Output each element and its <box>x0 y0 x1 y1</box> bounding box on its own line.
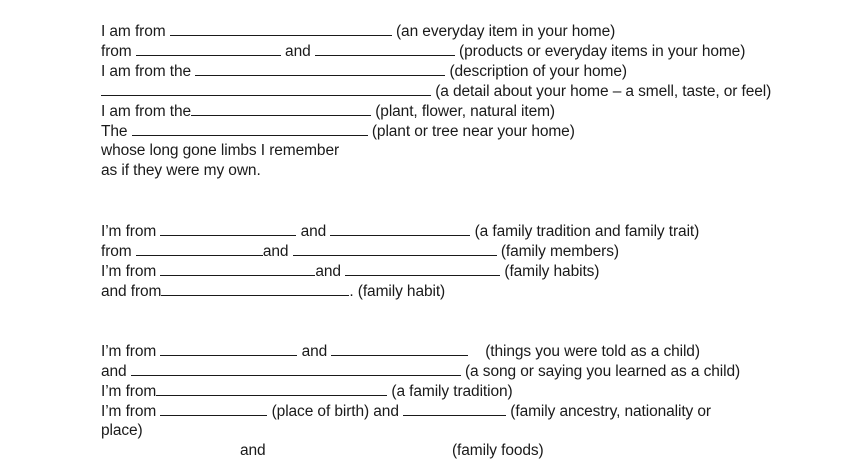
stanza3-line4 <box>101 401 711 422</box>
label: The <box>101 123 128 140</box>
hint: (family habits) <box>504 263 600 280</box>
stanza2-line1 <box>101 221 699 242</box>
blank-home-description[interactable] <box>195 61 445 76</box>
stanza3-line1 <box>101 341 700 362</box>
label: I’m from <box>101 383 157 400</box>
blank-plant[interactable] <box>191 101 371 116</box>
stanza3-line5: place) <box>101 422 143 439</box>
label: and from <box>101 283 162 300</box>
hint: (an everyday item in your home) <box>396 23 616 40</box>
stanza1-line1 <box>101 21 615 42</box>
hint: (family ancestry, nationality or <box>510 403 711 420</box>
blank-family-member-1[interactable] <box>136 241 263 256</box>
blank-home-detail[interactable] <box>101 81 431 96</box>
stanza1-line4 <box>101 81 771 102</box>
hint: (a detail about your home – a smell, taste, or feel) <box>435 83 772 100</box>
blank-told-1[interactable] <box>160 341 297 356</box>
hint: (plant or tree near your home) <box>371 123 575 140</box>
hint: (plant, flower, natural item) <box>375 103 555 120</box>
stanza1-line6 <box>101 121 575 142</box>
blank-product-1[interactable] <box>136 41 281 56</box>
blank-product-2[interactable] <box>315 41 455 56</box>
stanza1-line7: whose long gone limbs I remember <box>101 142 340 159</box>
blank-family-habit-2[interactable] <box>345 261 500 276</box>
hint: (family foods) <box>452 442 544 459</box>
label: and <box>101 363 127 380</box>
label: I’m from <box>101 343 157 360</box>
label: and <box>301 343 328 360</box>
hint: (a family tradition) <box>391 383 513 400</box>
hint: (place of birth) and <box>271 403 399 420</box>
blank-trait[interactable] <box>330 221 470 236</box>
hint: (description of your home) <box>449 63 627 80</box>
label: I’m from <box>101 403 157 420</box>
label: and <box>315 263 341 280</box>
blank-tradition[interactable] <box>160 221 296 236</box>
hint: . (family habit) <box>349 283 446 300</box>
stanza1-line5 <box>101 101 555 122</box>
label: and <box>262 243 289 260</box>
label: I am from the <box>101 103 192 120</box>
hint: (a family tradition and family trait) <box>474 223 700 240</box>
blank-ancestry[interactable] <box>403 401 506 416</box>
hint: (products or everyday items in your home) <box>459 43 746 60</box>
blank-tree[interactable] <box>132 121 368 136</box>
stanza1-line2 <box>101 41 745 62</box>
label: I am from <box>101 23 166 40</box>
blank-family-habit-1[interactable] <box>160 261 315 276</box>
label: I am from the <box>101 63 192 80</box>
blank-place-of-birth[interactable] <box>160 401 267 416</box>
stanza1-line8: as if they were my own. <box>101 162 261 179</box>
blank-family-member-2[interactable] <box>293 241 497 256</box>
label: and <box>240 442 266 459</box>
stanza3-line3 <box>101 381 513 402</box>
blank-family-tradition[interactable] <box>156 381 387 396</box>
blank-told-2[interactable] <box>331 341 468 356</box>
blank-everyday-item[interactable] <box>170 21 392 36</box>
hint: (things you were told as a child) <box>485 343 700 360</box>
stanza3-line6 <box>240 441 544 461</box>
hint: (family members) <box>500 243 619 260</box>
stanza3-line2 <box>101 361 740 382</box>
label: and <box>300 223 327 240</box>
label: and <box>285 43 311 60</box>
hint: (a song or saying you learned as a child) <box>465 363 741 380</box>
label: I’m from <box>101 263 157 280</box>
label: from <box>101 43 132 60</box>
stanza2-line2 <box>101 241 619 262</box>
blank-family-habit-3[interactable] <box>161 281 349 296</box>
blank-song-saying[interactable] <box>131 361 461 376</box>
label: from <box>101 243 132 260</box>
stanza1-line3 <box>101 61 627 82</box>
stanza2-line4 <box>101 281 445 302</box>
stanza2-line3 <box>101 261 599 282</box>
label: I’m from <box>101 223 157 240</box>
